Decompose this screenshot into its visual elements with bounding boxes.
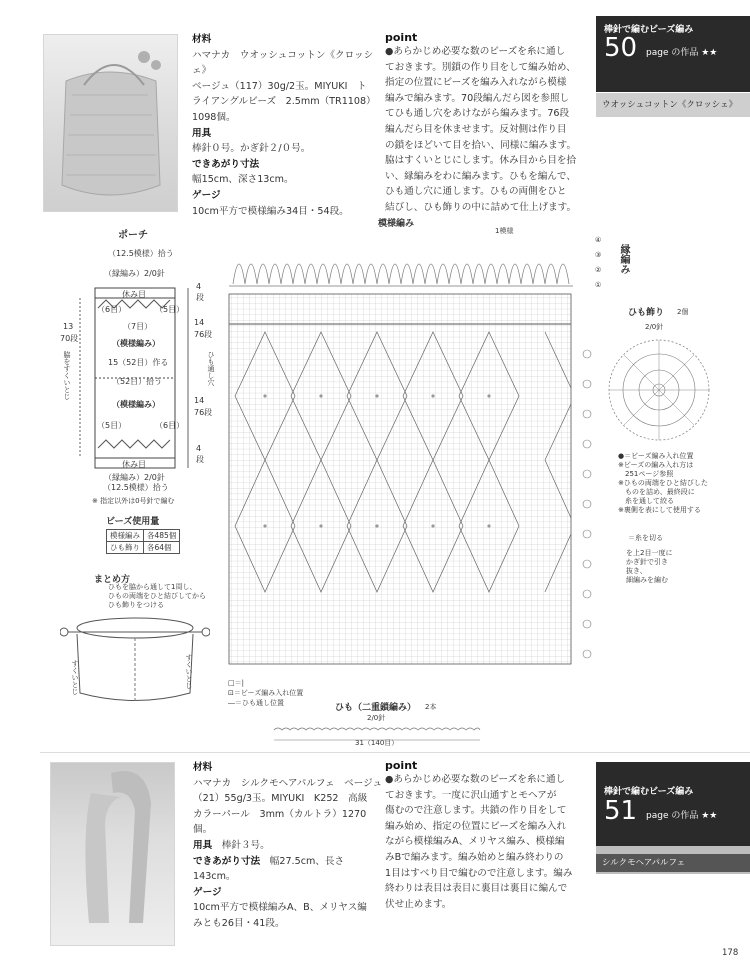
size-heading: できあがり寸法 bbox=[193, 855, 261, 867]
side-left-note: 脇をすくいとじ bbox=[63, 351, 71, 400]
table-cell: 各64個 bbox=[144, 542, 180, 554]
row-mark: ② bbox=[595, 266, 602, 274]
ornament-note: ものを詰め、最終段に bbox=[618, 488, 695, 496]
gauge-line: 10cm平方で模様編みA、B、メリヤス編 bbox=[193, 902, 367, 914]
bead-usage bbox=[106, 514, 180, 554]
finish-side-right: すくいとじ bbox=[185, 654, 193, 689]
bead-table bbox=[106, 529, 180, 554]
pouch-outline bbox=[60, 226, 230, 486]
finish-title: まとめ方 bbox=[94, 575, 131, 585]
needle-note: ※ 指定以外は0号針で編む bbox=[92, 497, 175, 505]
yarn-label: シルクモヘアパルフェ bbox=[596, 854, 750, 872]
materials-line: カラーパール 3mm（カルトラ）1270個。 bbox=[193, 808, 367, 836]
point-line: 伏せ止めます。 bbox=[385, 898, 452, 910]
materials-line: （21）55g/3玉。MIYUKI K252 高級 bbox=[193, 793, 368, 805]
dim-4-top: 4 bbox=[196, 282, 202, 291]
table-cell: 各485個 bbox=[144, 530, 180, 542]
badge-number: 51 bbox=[604, 796, 638, 826]
badge-kicker: 棒針で編むビーズ編み bbox=[604, 787, 694, 797]
ornament-note: ●＝ビーズ編み入れ位置 bbox=[618, 452, 694, 460]
rest-bottom: 休み目 bbox=[122, 460, 146, 469]
point-line: てひも通し穴をあけながら編みます。76段 bbox=[385, 108, 570, 120]
tools-text: 棒針３号。 bbox=[221, 839, 270, 851]
ornament-chart bbox=[604, 330, 714, 450]
cord-needle: 2/0針 bbox=[367, 714, 386, 722]
legend-item: ⊡＝ビーズ編み入れ位置 bbox=[228, 689, 304, 697]
edge-bottom: （縁編み）2/0針 bbox=[104, 473, 165, 482]
ornament-note: 糸を通して絞る bbox=[618, 497, 674, 505]
dim-14-top: 14 bbox=[194, 318, 205, 327]
edge-top: （縁編み）2/0針 bbox=[104, 269, 165, 278]
point-line: 編んだら目を休ませます。反対側は作り目 bbox=[385, 123, 567, 135]
dim-4-bottom: 4 bbox=[196, 444, 202, 453]
stitch-chart bbox=[225, 236, 597, 678]
pouch-schematic bbox=[60, 226, 230, 486]
yarn-strip-bottom bbox=[596, 846, 750, 874]
ornament-notes bbox=[618, 452, 743, 515]
dim-76-bottom: 76段 bbox=[194, 408, 213, 417]
size-heading: できあがり寸法 bbox=[192, 158, 260, 170]
repeat-label: 1模様 bbox=[495, 227, 514, 235]
cord-length: 31（140目） bbox=[355, 739, 399, 747]
size-text: 幅27.5cm、長さ143cm。 bbox=[193, 855, 345, 883]
point-line: ●あらかじめ必要な数のビーズを糸に通し bbox=[385, 46, 566, 57]
point-bottom bbox=[385, 759, 590, 912]
ornament-note: ※ひもの両端をひと結びした bbox=[618, 479, 708, 487]
pouch-title: ポーチ bbox=[118, 230, 148, 241]
dim-13: 13 bbox=[63, 322, 74, 331]
point-line: 終わりは表目は表目に裏目は裏目に編んで bbox=[385, 883, 568, 895]
point-line: 編み始め、指定の位置にビーズを編み入れ bbox=[385, 820, 567, 832]
scarf-photo bbox=[50, 762, 175, 946]
scarf-illustration bbox=[51, 763, 174, 945]
point-line: ておきます。一度に沢山通すとモヘアが bbox=[385, 789, 557, 801]
point-line: 指定の位置にビーズを編み入れながら模様 bbox=[385, 77, 567, 89]
ornament-title: ひも飾り bbox=[628, 308, 665, 318]
tools-heading: 用具 bbox=[193, 839, 213, 851]
ornament-note: ※ビーズの編み入れ方は bbox=[618, 461, 694, 469]
point-line: 結びし、ひも飾りの中に詰めて仕上げます。 bbox=[385, 201, 577, 213]
row-mark: ③ bbox=[595, 251, 602, 259]
materials-line: ベージュ（117）30g/2玉。MIYUKI ト bbox=[192, 80, 367, 92]
finish-side-left: すくいとじ bbox=[71, 660, 79, 695]
point-line: 脇はすくいとじにします。休み目から目を拾 bbox=[385, 155, 577, 167]
join-note bbox=[626, 549, 672, 585]
finishing-diagram bbox=[71, 572, 235, 702]
bead-5-right: （5目） bbox=[155, 305, 185, 314]
yarn-strip-top bbox=[596, 93, 750, 117]
row-mark: ① bbox=[595, 281, 602, 289]
materials-bottom bbox=[193, 760, 383, 932]
badge-number: 50 bbox=[604, 33, 638, 63]
pattern-bottom: （模様編み） bbox=[112, 400, 160, 409]
badge-suffix: page の作品 ★★ bbox=[646, 811, 718, 821]
badge-kicker: 棒針で編むビーズ編み bbox=[604, 25, 694, 35]
rest-top: 休み目 bbox=[122, 290, 146, 299]
tools-text: 棒針０号。かぎ針２/０号。 bbox=[192, 143, 311, 155]
tools-heading: 用具 bbox=[192, 127, 212, 139]
size-text: 幅15cm、深さ13cm。 bbox=[192, 174, 294, 186]
row-mark: ④ bbox=[595, 236, 602, 244]
dim-14-bottom: 14 bbox=[194, 396, 205, 405]
point-line: ひも通し穴に通します。ひもの両側をひと bbox=[385, 186, 567, 198]
yarn-label: ウオッシュコットン《クロッシェ》 bbox=[602, 100, 738, 110]
table-cell: 模様編み bbox=[107, 530, 144, 542]
table-row bbox=[107, 530, 180, 542]
finish-line: ひもの両端をひと結びしてから bbox=[108, 592, 206, 600]
pick-mid: （52目）拾う bbox=[112, 377, 163, 386]
pick-bottom: （12.5模様）拾う bbox=[103, 483, 169, 492]
point-line: の鎖をほどいて目を拾い、同様に編みます。 bbox=[385, 139, 577, 151]
beads-title: ビーズ使用量 bbox=[106, 517, 160, 527]
point-top bbox=[385, 31, 590, 216]
pouch-photo bbox=[43, 34, 178, 212]
join-note-line: かぎ針で引き bbox=[626, 558, 668, 566]
join-note-line: 細編みを編む bbox=[626, 576, 668, 584]
gauge-text: 10cm平方で模様編み34目・54段。 bbox=[192, 205, 349, 217]
materials-line: ハマナカ シルクモヘアパルフェ ベージュ bbox=[193, 777, 383, 789]
join-note-line: 抜き、 bbox=[626, 567, 647, 575]
border-title: 縁編み bbox=[618, 244, 629, 274]
dim-70: 70段 bbox=[60, 334, 79, 343]
gauge-heading: ゲージ bbox=[192, 189, 221, 201]
finish-line: ひもを脇から通して1周し、 bbox=[108, 583, 197, 591]
section-divider bbox=[40, 752, 750, 753]
point-line: 1目はすべり目で編むので注意します。編み bbox=[385, 867, 573, 879]
point-heading: point bbox=[385, 31, 418, 44]
page-number: 178 bbox=[722, 948, 739, 958]
ornament-note: ※裏側を表にして使用する bbox=[618, 506, 701, 514]
dim-4-bottom-rows: 段 bbox=[196, 455, 204, 464]
materials-heading: 材料 bbox=[192, 34, 212, 45]
ornament-needle: 2/0針 bbox=[645, 323, 664, 331]
side-right-note: ひも通し穴 bbox=[207, 351, 215, 386]
join-note-line: を上2目一度に bbox=[626, 549, 673, 557]
ornament-note: 251ページ参照 bbox=[618, 470, 674, 478]
materials-line: 1098個。 bbox=[192, 111, 236, 123]
finish-line: ひも飾りをつける bbox=[108, 601, 164, 609]
materials-heading: 材料 bbox=[193, 762, 213, 773]
bead-7: （7目） bbox=[123, 322, 153, 331]
materials-line: ハマナカ ウオッシュコットン《クロッシェ》 bbox=[192, 49, 374, 77]
gauge-line: みとも26目・41段。 bbox=[193, 917, 285, 929]
legend-item: □＝| bbox=[228, 679, 244, 687]
point-line: 傷むので注意します。共鎖の作り目をして bbox=[385, 805, 567, 817]
page-badge-50 bbox=[596, 16, 750, 92]
point-line: 編みで編みます。70段編んだら図を参照し bbox=[385, 92, 570, 104]
cast-on: 15（52目）作る bbox=[108, 358, 169, 367]
cord-title: ひも（二重鎖編み） bbox=[335, 703, 417, 713]
point-line: みBで編みます。編み始めと編み終わりの bbox=[385, 851, 564, 863]
table-cell: ひも飾り bbox=[107, 542, 144, 554]
materials-line: ライアングルビーズ 2.5mm（TR1108） bbox=[192, 96, 376, 108]
ornament-count: 2個 bbox=[677, 308, 689, 316]
dim-4-top-rows: 段 bbox=[196, 293, 204, 302]
point-line: ながら模様編みA、メリヤス編み、模様編 bbox=[385, 836, 565, 848]
pouch-illustration bbox=[44, 35, 177, 211]
bead-5-left-b: （5目） bbox=[97, 421, 127, 430]
bead-6-left: （6目） bbox=[97, 305, 127, 314]
materials-top bbox=[192, 32, 382, 219]
pattern-top: （模様編み） bbox=[112, 339, 160, 348]
cord-count: 2本 bbox=[425, 703, 437, 711]
point-line: い、縁編みをわに編みます。ひもを編んで、 bbox=[385, 170, 576, 182]
point-heading: point bbox=[385, 759, 418, 772]
badge-suffix: page の作品 ★★ bbox=[646, 48, 718, 58]
gauge-heading: ゲージ bbox=[193, 886, 222, 898]
legend-item: ―＝ひも通し位置 bbox=[228, 699, 284, 707]
thread-note: ＝糸を切る bbox=[628, 534, 663, 542]
pick-top: （12.5模様）拾う bbox=[108, 249, 174, 258]
page-badge-51 bbox=[596, 762, 750, 846]
bead-6-right-b: （6目） bbox=[155, 421, 185, 430]
chart-title: 模様編み bbox=[378, 219, 415, 229]
dim-76-top: 76段 bbox=[194, 330, 213, 339]
table-row bbox=[107, 542, 180, 554]
point-line: ●あらかじめ必要な数のビーズを糸に通し bbox=[385, 774, 566, 785]
point-line: ておきます。別鎖の作り目をして編み始め、 bbox=[385, 61, 576, 73]
